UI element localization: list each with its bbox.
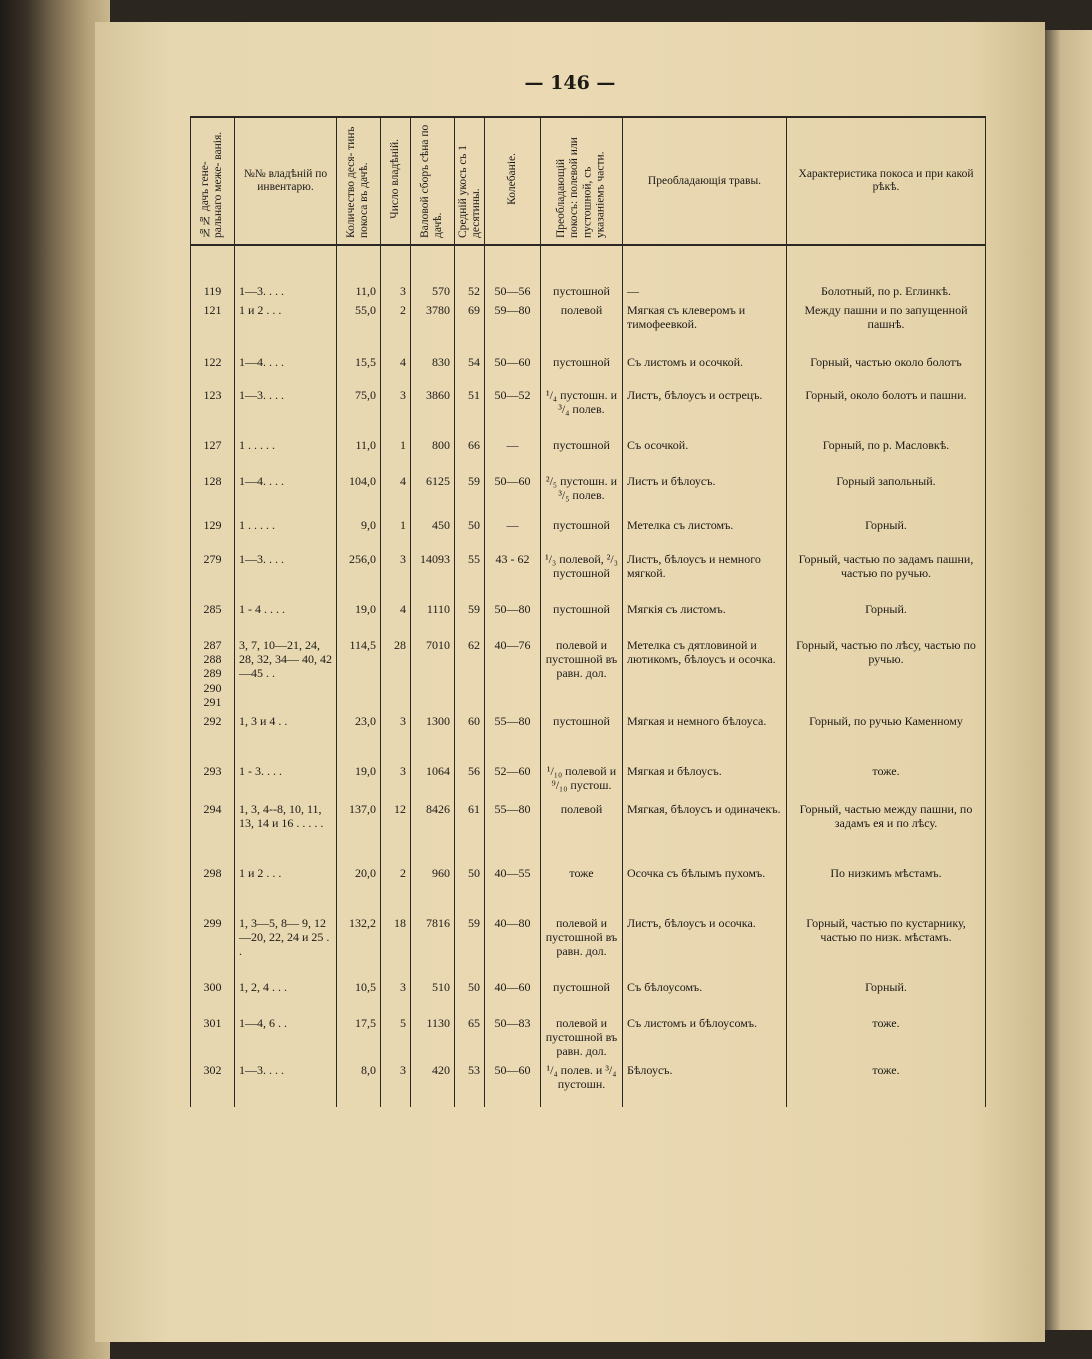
row-desyatin: 75,0 [337,386,381,436]
row-desyatin: 19,0 [337,600,381,636]
row-kolebanie: 55—80 [485,712,541,762]
table-row [191,712,986,762]
row-travy: Съ листомъ и осочкой. [623,353,787,386]
row-travy: Бѣлоусъ. [623,1061,787,1107]
page-number: — 146 — [524,72,616,94]
table-row [191,472,986,516]
row-travy: Осочка съ бѣлымъ пухомъ. [623,864,787,914]
row-chislo: 3 [381,245,411,300]
row-pokos: ¹/₁₀ полевой и ⁹/₁₀ пустош. [541,762,623,800]
row-ukos: 69 [455,301,485,353]
row-dacha: 294 [191,800,235,864]
row-pokos: полевой и пустошной въ равн. дол. [541,914,623,978]
col-ukos: Средній укосъ съ 1 десятины. [455,117,485,245]
row-chislo: 2 [381,864,411,914]
row-dacha: 128 [191,472,235,516]
table-row [191,550,986,600]
table-row [191,353,986,386]
row-desyatin: 104,0 [337,472,381,516]
row-char: Горный, частью около болотъ [787,353,986,386]
col-kolebanie: Колебаніе. [485,117,541,245]
header-row [191,117,986,245]
row-pokos: полевой и пустошной въ равн. дол. [541,1014,623,1061]
row-vladeniya: 1 и 2 . . . [235,864,337,914]
row-dacha: 299 [191,914,235,978]
row-ukos: 52 [455,245,485,300]
table-row [191,864,986,914]
row-dacha: 298 [191,864,235,914]
facing-page [1040,30,1092,1330]
row-dacha: 122 [191,353,235,386]
row-ukos: 62 [455,636,485,712]
row-chislo: 4 [381,353,411,386]
row-ukos: 55 [455,550,485,600]
row-desyatin: 8,0 [337,1061,381,1107]
row-dacha: 127 [191,436,235,472]
row-ukos: 59 [455,472,485,516]
row-dacha: 129 [191,516,235,550]
row-travy: Мягкая съ клеверомъ и тимофеевкой. [623,301,787,353]
row-vladeniya: 1—3. . . . [235,245,337,300]
row-desyatin: 23,0 [337,712,381,762]
col-sbor: Валовой сборъ сѣна по дачѣ. [411,117,455,245]
row-desyatin: 15,5 [337,353,381,386]
row-dacha: 119 [191,245,235,300]
page [95,22,1045,1342]
row-char: Горный, частью между пашни, по задамъ ея и по лѣсу. [787,800,986,864]
table-row [191,762,986,800]
row-vladeniya: 3, 7, 10—21, 24, 28, 32, 34— 40, 42—45 . . [235,636,337,712]
row-dacha: 292 [191,712,235,762]
row-ukos: 53 [455,1061,485,1107]
row-dacha: 123 [191,386,235,436]
row-char: Горный. [787,516,986,550]
table-row [191,800,986,864]
table-row [191,1014,986,1061]
row-desyatin: 114,5 [337,636,381,712]
row-char: тоже. [787,1061,986,1107]
row-char: Между пашни и по запущенной пашнѣ. [787,301,986,353]
row-pokos: полевой и пустошной въ равн. дол. [541,636,623,712]
row-pokos: пустошной [541,353,623,386]
row-desyatin: 132,2 [337,914,381,978]
row-vladeniya: 1 . . . . . [235,516,337,550]
row-travy: Листъ, бѣлоусъ и острецъ. [623,386,787,436]
row-vladeniya: 1—4, 6 . . [235,1014,337,1061]
row-travy: — [623,245,787,300]
row-sbor: 450 [411,516,455,550]
row-ukos: 50 [455,516,485,550]
table-row [191,1061,986,1107]
row-ukos: 56 [455,762,485,800]
row-sbor: 420 [411,1061,455,1107]
row-pokos: пустошной [541,978,623,1014]
row-sbor: 1300 [411,712,455,762]
row-chislo: 3 [381,1061,411,1107]
row-vladeniya: 1—4. . . . [235,472,337,516]
row-sbor: 1064 [411,762,455,800]
row-kolebanie: 50—60 [485,1061,541,1107]
row-kolebanie: 55—80 [485,800,541,864]
row-vladeniya: 1 - 4 . . . . [235,600,337,636]
row-vladeniya: 1 и 2 . . . [235,301,337,353]
col-travy: Преобладающія травы. [623,117,787,245]
row-ukos: 50 [455,978,485,1014]
row-chislo: 18 [381,914,411,978]
row-kolebanie: 50—83 [485,1014,541,1061]
row-pokos: ¹/₄ пустошн. и ³/₄ полев. [541,386,623,436]
row-chislo: 12 [381,800,411,864]
row-dacha: 300 [191,978,235,1014]
row-chislo: 1 [381,436,411,472]
row-sbor: 14093 [411,550,455,600]
row-kolebanie: 50—80 [485,600,541,636]
row-travy: Мягкая, бѣлоусъ и одиначекъ. [623,800,787,864]
row-sbor: 3780 [411,301,455,353]
row-char: Горный, около болотъ и пашни. [787,386,986,436]
row-pokos: ¹/₃ полевой, ²/₃ пустошной [541,550,623,600]
row-char: Болотный, по р. Еглинкѣ. [787,245,986,300]
row-kolebanie: 40—60 [485,978,541,1014]
table-row [191,301,986,353]
row-char: Горный, частью по кустарнику, частью по низк. мѣстамъ. [787,914,986,978]
row-desyatin: 9,0 [337,516,381,550]
row-kolebanie: — [485,516,541,550]
row-ukos: 59 [455,600,485,636]
row-chislo: 1 [381,516,411,550]
row-char: Горный запольный. [787,472,986,516]
col-desyatin: Количество деся- тинъ покоса въ дачѣ. [337,117,381,245]
row-dacha: 301 [191,1014,235,1061]
row-vladeniya: 1 . . . . . [235,436,337,472]
row-travy: Метелка съ листомъ. [623,516,787,550]
table-row [191,386,986,436]
row-chislo: 3 [381,712,411,762]
hay-table [190,116,986,1107]
row-travy: Метелка съ дятловиной и лютикомъ, бѣлоусъ и осочка. [623,636,787,712]
row-sbor: 1110 [411,600,455,636]
row-kolebanie: 40—76 [485,636,541,712]
row-dacha: 293 [191,762,235,800]
row-desyatin: 19,0 [337,762,381,800]
table-row [191,245,986,300]
row-travy: Съ бѣлоусомъ. [623,978,787,1014]
row-vladeniya: 1, 3, 4--8, 10, 11, 13, 14 и 16 . . . . . [235,800,337,864]
row-sbor: 960 [411,864,455,914]
table-row [191,636,986,712]
row-dacha: 279 [191,550,235,600]
row-travy: Мягкая и немного бѣлоуса. [623,712,787,762]
row-pokos: пустошной [541,712,623,762]
row-sbor: 830 [411,353,455,386]
row-ukos: 66 [455,436,485,472]
row-chislo: 28 [381,636,411,712]
row-pokos: ²/₅ пустошн. и ³/₅ полев. [541,472,623,516]
book-edge [0,0,110,1359]
row-sbor: 7816 [411,914,455,978]
row-chislo: 3 [381,978,411,1014]
table-row [191,516,986,550]
row-sbor: 7010 [411,636,455,712]
row-ukos: 51 [455,386,485,436]
row-sbor: 570 [411,245,455,300]
row-pokos: пустошной [541,516,623,550]
row-kolebanie: — [485,436,541,472]
row-vladeniya: 1—4. . . . [235,353,337,386]
row-sbor: 800 [411,436,455,472]
row-pokos: полевой [541,301,623,353]
col-dacha: №№ дачъ гене- ральнаго меже- ванія. [191,117,235,245]
table-row [191,914,986,978]
row-vladeniya: 1—3. . . . [235,550,337,600]
col-char: Характеристика покоса и при какой рѣкѣ. [787,117,986,245]
row-vladeniya: 1—3. . . . [235,1061,337,1107]
row-chislo: 4 [381,600,411,636]
row-kolebanie: 50—56 [485,245,541,300]
col-pokos: Преобладающій покосъ: полевой или пустошной, съ указаніемъ части. [541,117,623,245]
row-chislo: 3 [381,386,411,436]
row-kolebanie: 43 - 62 [485,550,541,600]
row-desyatin: 137,0 [337,800,381,864]
row-kolebanie: 50—60 [485,472,541,516]
row-char: По низкимъ мѣстамъ. [787,864,986,914]
table-row [191,978,986,1014]
row-vladeniya: 1, 3—5, 8— 9, 12—20, 22, 24 и 25 . . [235,914,337,978]
col-vladeniya: №№ владѣній по инвентарю. [235,117,337,245]
row-sbor: 3860 [411,386,455,436]
row-dacha: 121 [191,301,235,353]
row-desyatin: 55,0 [337,301,381,353]
row-chislo: 2 [381,301,411,353]
row-vladeniya: 1, 2, 4 . . . [235,978,337,1014]
row-vladeniya: 1 - 3. . . . [235,762,337,800]
row-pokos: тоже [541,864,623,914]
row-travy: Мягкая и бѣлоусъ. [623,762,787,800]
row-vladeniya: 1—3. . . . [235,386,337,436]
row-vladeniya: 1, 3 и 4 . . [235,712,337,762]
row-desyatin: 20,0 [337,864,381,914]
row-desyatin: 11,0 [337,436,381,472]
row-sbor: 6125 [411,472,455,516]
row-kolebanie: 52—60 [485,762,541,800]
table-row [191,600,986,636]
row-pokos: ¹/₄ полев. и ³/₄ пустошн. [541,1061,623,1107]
row-sbor: 510 [411,978,455,1014]
row-char: тоже. [787,762,986,800]
row-kolebanie: 50—60 [485,353,541,386]
row-char: Горный. [787,978,986,1014]
row-char: Горный. [787,600,986,636]
row-kolebanie: 40—80 [485,914,541,978]
row-char: Горный, по ручью Каменному [787,712,986,762]
row-pokos: пустошной [541,600,623,636]
row-kolebanie: 40—55 [485,864,541,914]
row-char: Горный, по р. Масловкѣ. [787,436,986,472]
row-chislo: 3 [381,550,411,600]
row-desyatin: 17,5 [337,1014,381,1061]
row-ukos: 61 [455,800,485,864]
row-travy: Листъ, бѣлоусъ и осочка. [623,914,787,978]
row-pokos: пустошной [541,436,623,472]
col-chislo: Число владѣній. [381,117,411,245]
row-desyatin: 11,0 [337,245,381,300]
row-travy: Съ осочкой. [623,436,787,472]
row-desyatin: 10,5 [337,978,381,1014]
row-char: Горный, частью по задамъ пашни, частью по ручью. [787,550,986,600]
row-ukos: 50 [455,864,485,914]
row-chislo: 3 [381,762,411,800]
row-ukos: 59 [455,914,485,978]
row-kolebanie: 59—80 [485,301,541,353]
row-chislo: 4 [381,472,411,516]
row-sbor: 1130 [411,1014,455,1061]
row-char: Горный, частью по лѣсу, частью по ручью. [787,636,986,712]
row-desyatin: 256,0 [337,550,381,600]
row-ukos: 65 [455,1014,485,1061]
row-kolebanie: 50—52 [485,386,541,436]
row-ukos: 54 [455,353,485,386]
row-chislo: 5 [381,1014,411,1061]
row-dacha: 302 [191,1061,235,1107]
row-travy: Листъ, бѣлоусъ и немного мягкой. [623,550,787,600]
row-dacha: 287 288 289 290 291 [191,636,235,712]
row-char: тоже. [787,1014,986,1061]
row-travy: Листъ и бѣлоусъ. [623,472,787,516]
row-ukos: 60 [455,712,485,762]
row-pokos: полевой [541,800,623,864]
row-travy: Мягкія съ листомъ. [623,600,787,636]
row-travy: Съ листомъ и бѣлоусомъ. [623,1014,787,1061]
table-row [191,436,986,472]
row-dacha: 285 [191,600,235,636]
row-sbor: 8426 [411,800,455,864]
row-pokos: пустошной [541,245,623,300]
